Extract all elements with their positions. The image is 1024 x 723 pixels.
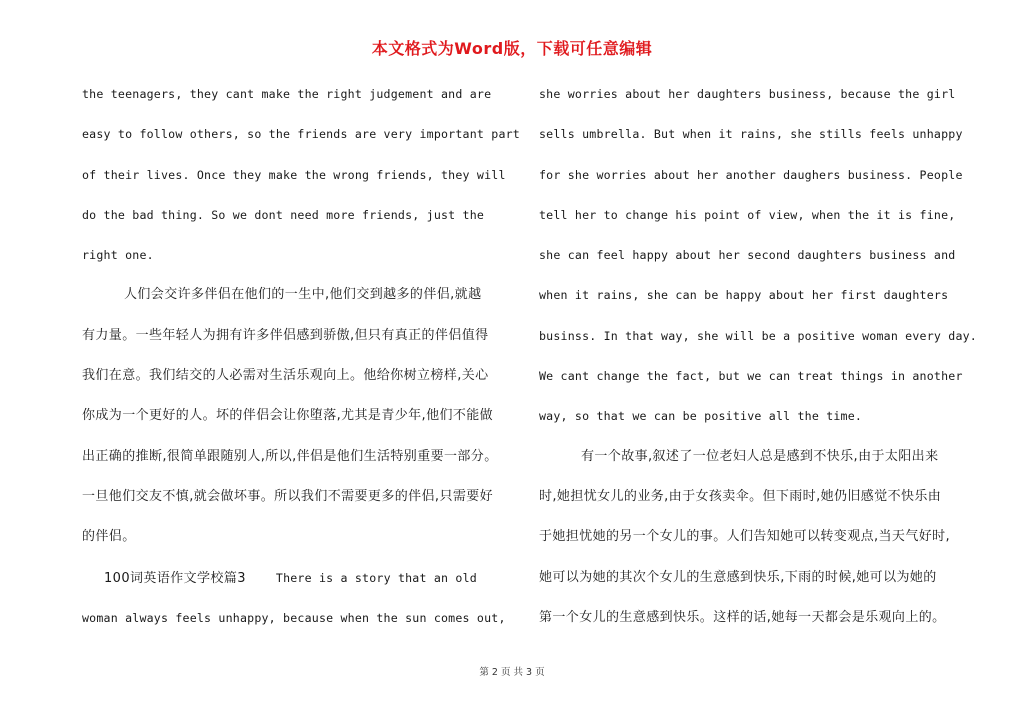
text-line: woman always feels unhappy, because when the sun comes out, bbox=[82, 610, 506, 625]
text-line: 有一个故事,叙述了一位老妇人总是感到不快乐,由于太阳出来 bbox=[581, 448, 939, 464]
text-line: 人们会交许多伴侣在他们的一生中,他们交到越多的伴侣,就越 bbox=[124, 287, 482, 303]
text-line: for she worries about her another daughers business. People bbox=[539, 167, 963, 182]
text-line: 我们在意。我们结交的人必需对生活乐观向上。他给你树立榜样,关心 bbox=[82, 368, 489, 384]
text-line: 她可以为她的其次个女儿的生意感到快乐,下雨的时候,她可以为她的 bbox=[539, 569, 937, 585]
text-line: 一旦他们交友不慎,就会做坏事。所以我们不需要更多的伴侣,只需要好 bbox=[82, 488, 494, 504]
text-line: 出正确的推断,很简单跟随别人,所以,伴侣是他们生活特别重要一部分。 bbox=[82, 448, 498, 464]
text-line: 于她担忧她的另一个女儿的事。人们告知她可以转变观点,当天气好时, bbox=[539, 529, 951, 545]
text-line: 的伴侣。 bbox=[82, 529, 136, 545]
text-line: the teenagers, they cant make the right judgement and are bbox=[82, 87, 492, 101]
text-line: 第一个女儿的生意感到快乐。这样的话,她每一天都会是乐观向上的。 bbox=[539, 609, 946, 625]
text-line: right one. bbox=[82, 248, 154, 263]
text-line: of their lives. Once they make the wrong friends, they will bbox=[82, 167, 506, 182]
right-column bbox=[539, 82, 977, 646]
text-line: she worries about her daughters business, because the girl bbox=[539, 87, 956, 101]
text-line: easy to follow others, so the friends are very important part bbox=[82, 127, 520, 142]
section-start-text: There is a story that an old bbox=[275, 570, 477, 585]
page-header-title: 本文格式为Word版，下载可任意编辑 bbox=[371, 39, 653, 58]
section-line bbox=[82, 566, 522, 606]
section-heading: 100词英语作文学校篇3 bbox=[104, 570, 246, 586]
text-line: do the bad thing. So we dont need more friends, just the bbox=[82, 207, 485, 222]
text-line: 时,她担忧女儿的业务,由于女孩卖伞。但下雨时,她仍旧感觉不快乐由 bbox=[539, 488, 942, 504]
text-line: businss. In that way, she will be a positive woman every day. bbox=[539, 328, 977, 343]
text-line: We cant change the fact, but we can treat things in another bbox=[539, 369, 963, 384]
page-number-footer: 第 2 页 共 3 页 bbox=[479, 667, 545, 678]
text-line: tell her to change his point of view, when the it is fine, bbox=[539, 207, 956, 222]
text-line: way, so that we can be positive all the time. bbox=[539, 409, 863, 424]
text-line: 有力量。一些年轻人为拥有许多伴侣感到骄傲,但只有真正的伴侣值得 bbox=[82, 327, 489, 343]
left-column bbox=[82, 82, 522, 646]
text-line: when it rains, she can be happy about her first daughters bbox=[539, 288, 949, 303]
text-line: sells umbrella. But when it rains, she stills feels unhappy bbox=[539, 127, 963, 142]
text-line: she can feel happy about her second daughters business and bbox=[539, 248, 956, 263]
text-line: 你成为一个更好的人。坏的伴侣会让你堕落,尤其是青少年,他们不能做 bbox=[82, 408, 494, 424]
